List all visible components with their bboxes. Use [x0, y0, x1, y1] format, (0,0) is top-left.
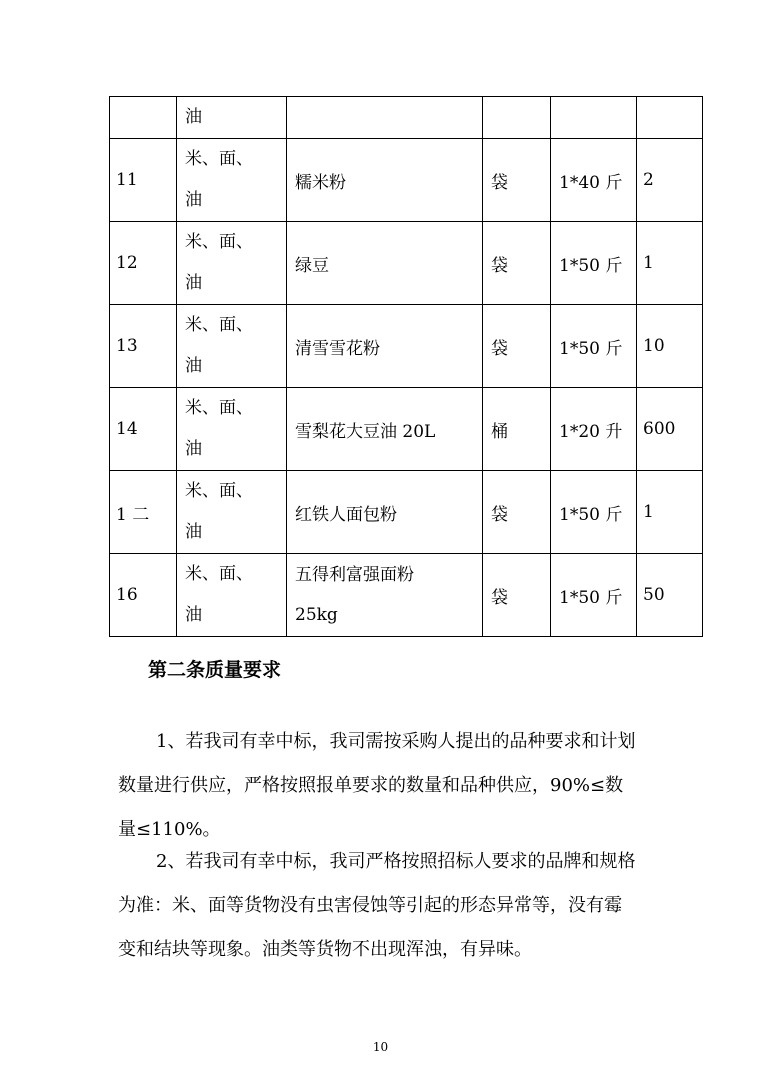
cell-name: 糯米粉	[287, 139, 483, 222]
cell-spec: 1*50 斤	[551, 305, 637, 388]
goods-table	[109, 96, 703, 637]
cell-category	[177, 471, 287, 554]
cell-category	[177, 222, 287, 305]
cell-no	[110, 97, 177, 139]
category-line-2: 油	[185, 356, 202, 376]
category-line-2: 油	[185, 190, 202, 210]
cell-unit: 袋	[483, 554, 551, 637]
cell-no: 1 二	[110, 471, 177, 554]
cell-spec: 1*20 升	[551, 388, 637, 471]
cell-name: 绿豆	[287, 222, 483, 305]
cell-no: 13	[110, 305, 177, 388]
page-number: 10	[372, 1040, 389, 1054]
cell-qty: 1	[637, 471, 703, 554]
category-line-1: 米、面、	[185, 232, 253, 252]
cell-unit: 桶	[483, 388, 551, 471]
table-row	[110, 388, 703, 471]
cell-qty: 2	[637, 139, 703, 222]
category-line-1: 米、面、	[185, 564, 253, 584]
category-line-1: 米、面、	[185, 315, 253, 335]
cell-unit: 袋	[483, 305, 551, 388]
name-line-2: 25kg	[295, 605, 338, 625]
category-line-1: 米、面、	[185, 398, 253, 418]
cell-unit: 袋	[483, 139, 551, 222]
name-line-1: 五得利富强面粉	[295, 565, 414, 585]
cell-unit: 袋	[483, 222, 551, 305]
cell-name: 雪梨花大豆油 20L	[287, 388, 483, 471]
table-row	[110, 222, 703, 305]
cell-spec: 1*50 斤	[551, 554, 637, 637]
cell-no: 12	[110, 222, 177, 305]
cell-qty: 1	[637, 222, 703, 305]
cell-qty: 50	[637, 554, 703, 637]
cell-no: 16	[110, 554, 177, 637]
cell-spec	[551, 97, 637, 139]
cell-no: 11	[110, 139, 177, 222]
category-line-1: 米、面、	[185, 149, 253, 169]
cell-name	[287, 554, 483, 637]
cell-qty	[637, 97, 703, 139]
cell-category: 油	[177, 97, 287, 139]
cell-spec: 1*40 斤	[551, 139, 637, 222]
paragraph-1: 1、若我司有幸中标，我司需按采购人提出的品种要求和计划数量进行供应，严格按照报单要求的数量和品种供应，90%≤数量≤110%。	[118, 731, 636, 840]
cell-category	[177, 305, 287, 388]
cell-spec: 1*50 斤	[551, 471, 637, 554]
category-line-2: 油	[185, 522, 202, 542]
cell-name: 清雪雪花粉	[287, 305, 483, 388]
cell-qty: 10	[637, 305, 703, 388]
table-row	[110, 139, 703, 222]
table-row	[110, 97, 703, 139]
cell-spec: 1*50 斤	[551, 222, 637, 305]
cell-category	[177, 139, 287, 222]
cell-name: 红铁人面包粉	[287, 471, 483, 554]
cell-category	[177, 388, 287, 471]
category-line-2: 油	[185, 605, 202, 625]
category-line-2: 油	[185, 273, 202, 293]
cell-unit: 袋	[483, 471, 551, 554]
cell-category	[177, 554, 287, 637]
cell-no: 14	[110, 388, 177, 471]
table-row	[110, 471, 703, 554]
category-line-1: 米、面、	[185, 481, 253, 501]
table-row	[110, 305, 703, 388]
table-row	[110, 554, 703, 637]
cell-name	[287, 97, 483, 139]
paragraph-2: 2、若我司有幸中标，我司严格按照招标人要求的品牌和规格为准：米、面等货物没有虫害侵蚀等引起的形态异常等，没有霉变和结块等现象。油类等货物不出现浑浊，有异味。	[118, 851, 636, 960]
cell-qty: 600	[637, 388, 703, 471]
category-line-2: 油	[185, 439, 202, 459]
cell-unit	[483, 97, 551, 139]
section-heading: 第二条质量要求	[148, 659, 282, 681]
